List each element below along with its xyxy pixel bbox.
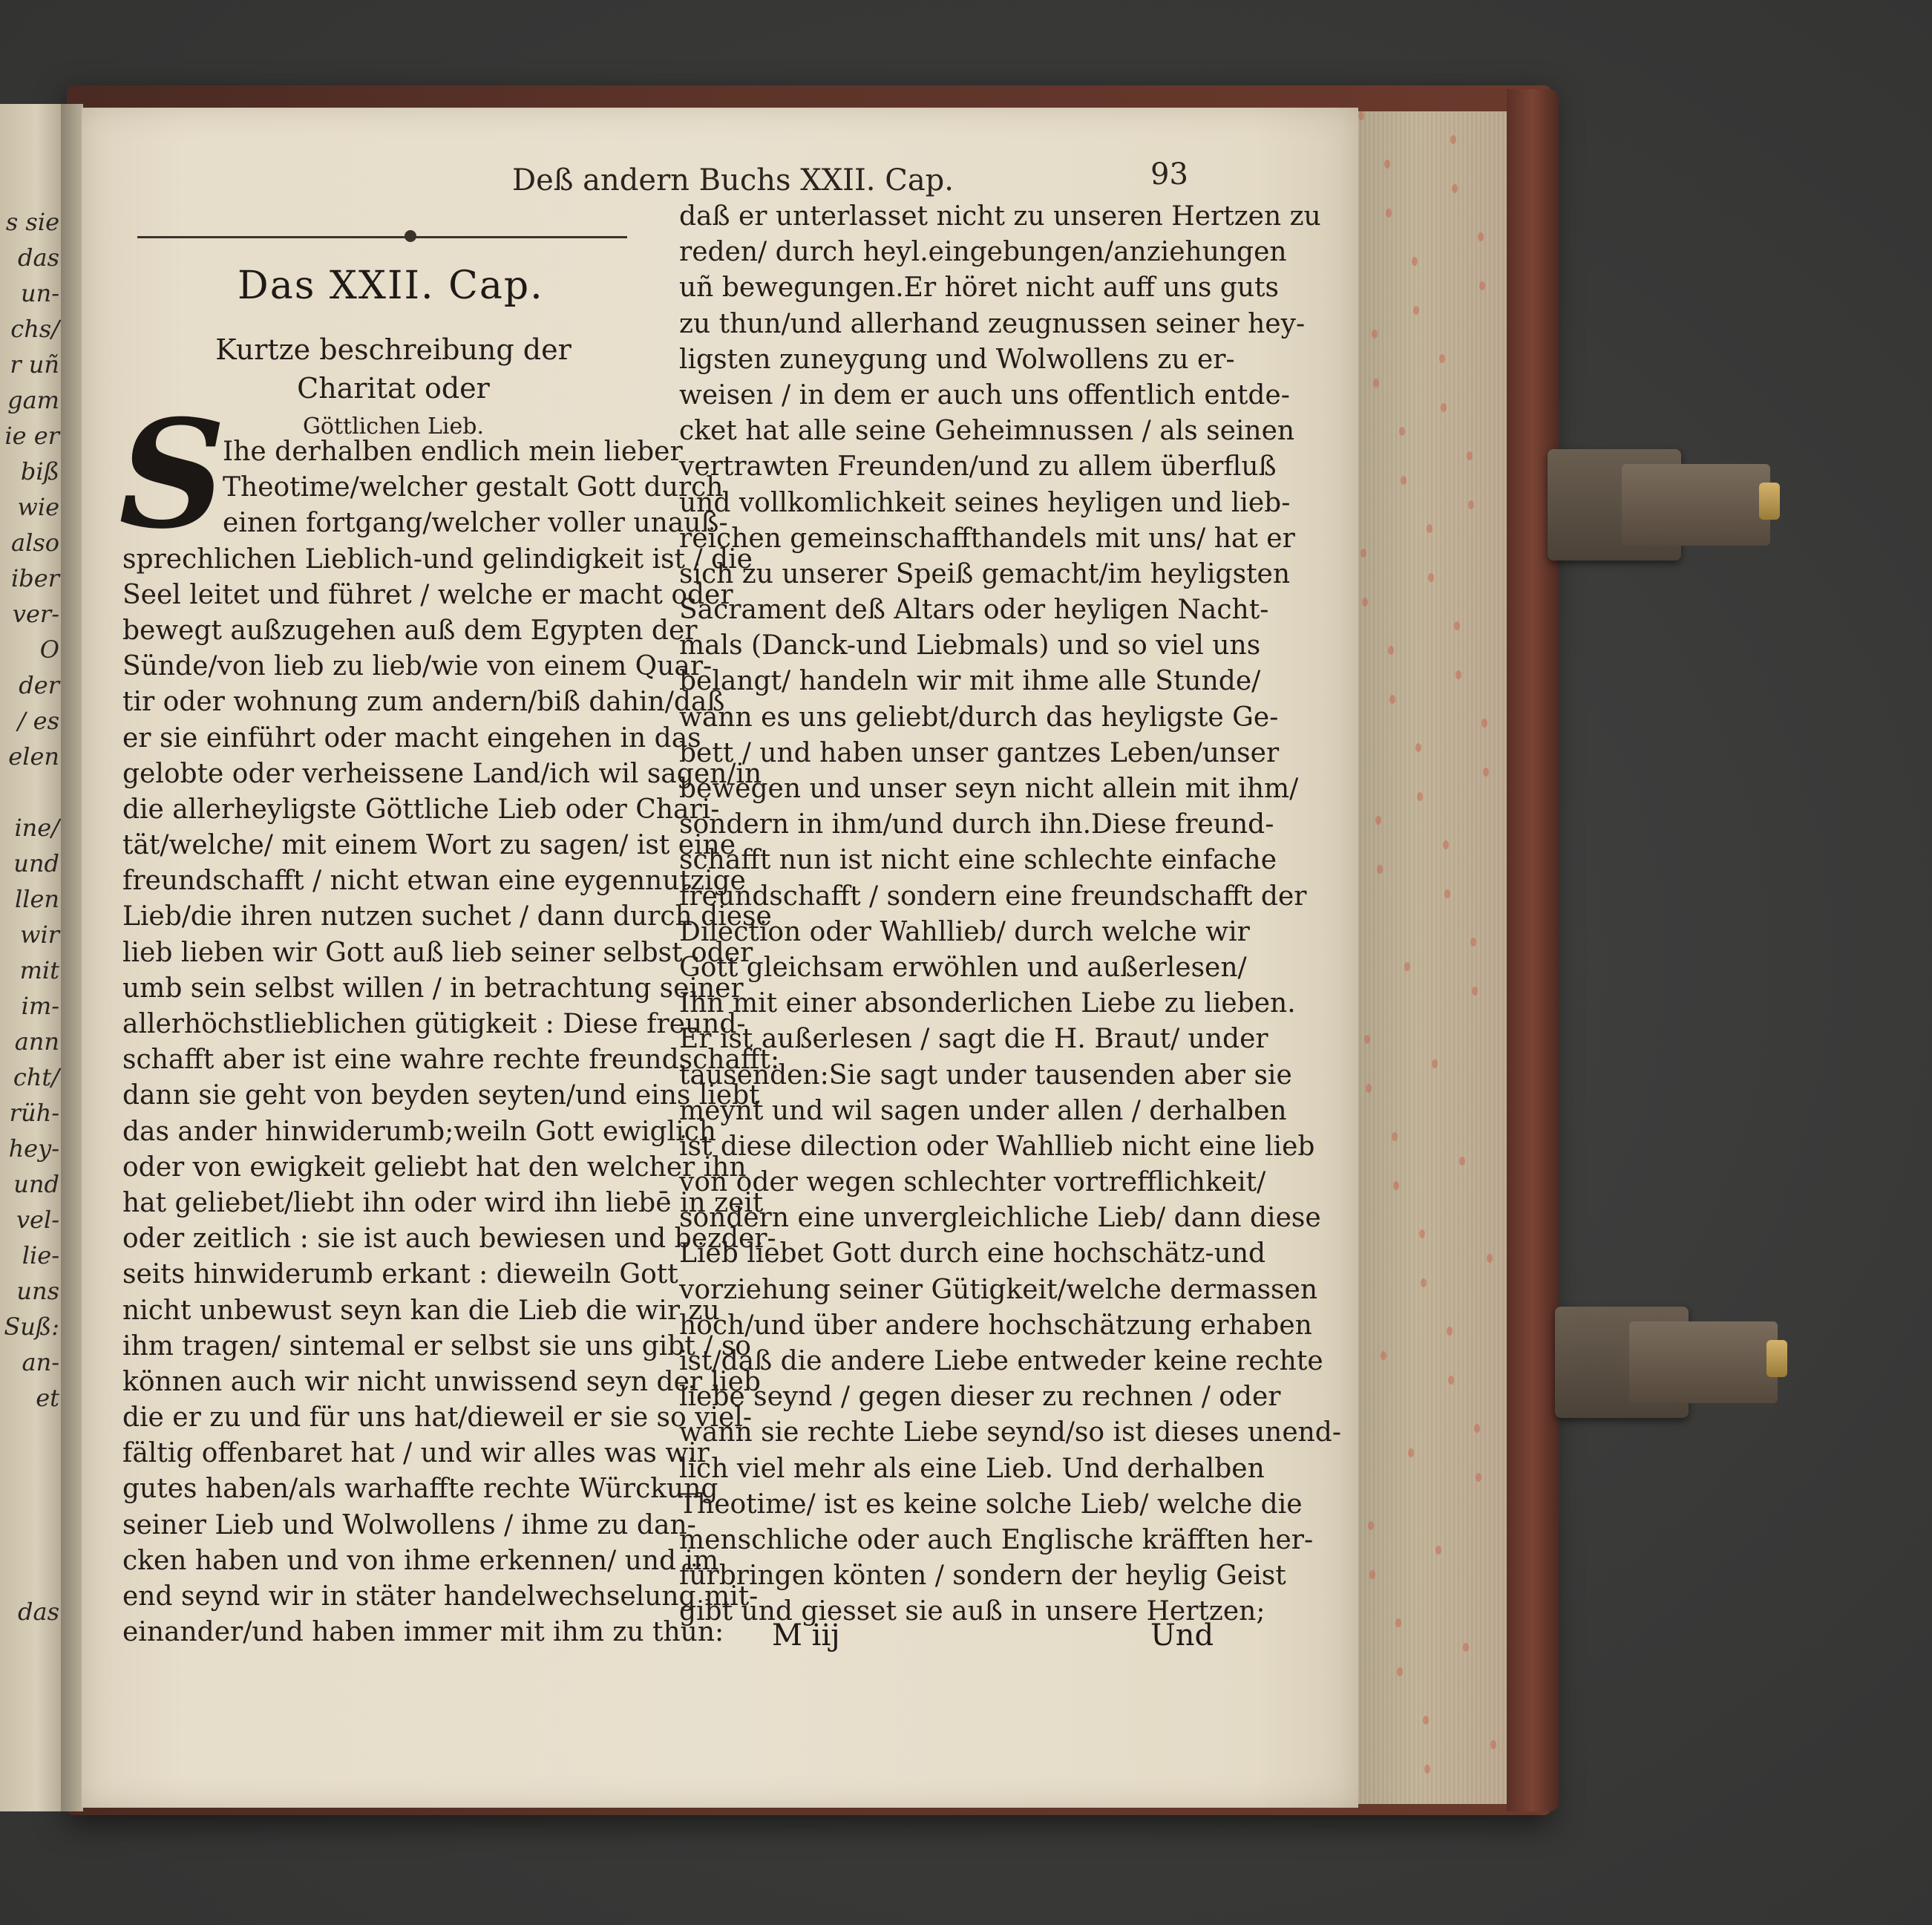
text-line: oder von ewigkeit geliebt hat den welcher ihn <box>122 1151 747 1183</box>
left-page-fragment: rüh- <box>9 1099 59 1127</box>
left-page-fragment: / es <box>17 707 59 735</box>
left-page-fragment: ie er <box>4 422 59 450</box>
text-line: sich zu unserer Speiß gemacht/im heyligsten <box>679 558 1291 589</box>
text-line: Er ist außerlesen / sagt die H. Braut/ under <box>679 1024 1268 1055</box>
edge-speckle <box>1421 1278 1427 1287</box>
edge-speckle <box>1358 111 1364 120</box>
text-line: belangt/ handeln wir mit ihme alle Stunde/ <box>679 666 1261 697</box>
text-line: schafft aber ist eine wahre rechte freundschafft: <box>122 1045 780 1076</box>
text-line: Sünde/von lieb zu lieb/wie von einem Quar- <box>122 651 713 682</box>
edge-speckle <box>1450 135 1456 144</box>
text-line: bewegt außzugehen auß dem Egypten der <box>122 615 698 646</box>
edge-speckle <box>1459 1157 1465 1166</box>
text-line: hat geliebet/liebt ihn oder wird ihn liebē in zeit <box>122 1187 764 1218</box>
edge-speckle <box>1392 1132 1398 1141</box>
edge-speckle <box>1419 1229 1425 1238</box>
text-line: sondern in ihm/und durch ihn.Diese freund- <box>679 809 1274 840</box>
left-page-fragment: also <box>11 529 59 557</box>
text-line: er sie einführt oder macht eingehen in das <box>122 722 701 754</box>
edge-speckle <box>1369 1570 1375 1579</box>
edge-speckle <box>1388 646 1394 655</box>
edge-speckle <box>1444 889 1450 898</box>
left-page-fragment: un- <box>20 279 59 307</box>
edge-speckle <box>1375 816 1381 825</box>
text-line: seiner Lieb und Wolwollens / ihme zu dan- <box>122 1509 696 1540</box>
edge-speckle <box>1455 670 1461 679</box>
text-line: vertrawten Freunden/und zu allem überfluß <box>679 451 1277 483</box>
catchword: Und <box>1150 1618 1214 1653</box>
text-line: ist diese dilection oder Wahllieb nicht eine lieb <box>679 1131 1315 1162</box>
edge-speckle <box>1413 306 1419 315</box>
text-line: lich viel mehr als eine Lieb. Und derhalben <box>679 1453 1265 1484</box>
left-page-fragment: hey- <box>8 1134 59 1163</box>
edge-speckle <box>1377 865 1383 874</box>
edge-speckle <box>1441 403 1447 412</box>
text-line: Theotime/ ist es keine solche Lieb/ welche die <box>679 1488 1303 1520</box>
left-page-fragment: chs/ <box>10 315 59 343</box>
edge-speckle <box>1432 1059 1438 1068</box>
edge-speckle <box>1389 695 1395 704</box>
edge-speckle <box>1439 354 1445 363</box>
left-page-fragment: O <box>39 635 59 664</box>
edge-speckle <box>1479 281 1485 290</box>
book-gutter <box>61 104 83 1811</box>
text-line: zu thun/und allerhand zeugnussen seiner hey- <box>679 308 1306 339</box>
upper-clasp <box>1548 449 1681 560</box>
text-line: sondern eine unvergleichliche Lieb/ dann diese <box>679 1203 1321 1234</box>
text-line: das ander hinwiderumb;weiln Gott ewiglich <box>122 1116 716 1147</box>
edge-speckle <box>1415 743 1421 752</box>
left-page-fragment: und <box>13 849 59 877</box>
text-line: reden/ durch heyl.eingebungen/anziehungen <box>679 237 1287 268</box>
edge-speckle <box>1368 1521 1374 1530</box>
text-line: Lieb/die ihren nutzen suchet / dann durch diese <box>122 901 772 932</box>
left-page-fragment: uns <box>16 1277 59 1305</box>
text-line: allerhöchstlieblichen gütigkeit : Diese freund- <box>122 1009 746 1039</box>
text-line: tät/welche/ mit einem Wort zu sagen/ ist eine <box>122 830 736 861</box>
left-page-fragment: gam <box>7 386 59 414</box>
left-page-fragment: das <box>18 1598 59 1626</box>
left-page-fragment: lie- <box>22 1241 59 1269</box>
chapter-subtitle <box>156 330 631 446</box>
upper-clasp-pin <box>1759 483 1780 520</box>
edge-speckle <box>1384 160 1390 169</box>
edge-speckle <box>1470 938 1476 947</box>
text-line: Ihn mit einer absonderlichen Liebe zu lieben. <box>679 988 1296 1019</box>
signature-mark: M iij <box>772 1618 840 1653</box>
left-page-fragment: vel- <box>16 1206 59 1234</box>
header-rule <box>137 236 627 238</box>
text-line: wann sie rechte Liebe seynd/so ist dieses unend- <box>679 1417 1342 1448</box>
text-line: weisen / in dem er auch uns offentlich entde- <box>679 379 1290 411</box>
text-line: ligsten zuneygung und Wolwollens zu er- <box>679 344 1235 375</box>
text-line: cket hat alle seine Geheimnussen / als seinen <box>679 416 1295 447</box>
rule-ornament <box>405 230 416 242</box>
text-line: Sacrament deß Altars oder heyligen Nacht- <box>679 595 1269 626</box>
edge-speckle <box>1472 987 1478 996</box>
edge-speckle <box>1452 184 1458 193</box>
text-line: wann es uns geliebt/durch das heyligste Ge- <box>679 702 1279 733</box>
text-line: end seynd wir in stäter handelwechselung mit- <box>122 1581 759 1612</box>
text-line: Gott gleichsam erwöhlen und außerlesen/ <box>679 952 1247 983</box>
drop-capital: S <box>119 388 226 562</box>
lower-clasp-pin <box>1766 1340 1787 1377</box>
text-line: ihm tragen/ sintemal er selbst sie uns gibt / so <box>122 1330 751 1362</box>
text-line: oder zeitlich : sie ist auch bewiesen und bezder- <box>122 1223 776 1255</box>
text-line: seits hinwiderumb erkant : dieweiln Gott <box>122 1259 678 1290</box>
left-page-fragment: wie <box>17 493 59 521</box>
lower-clasp-bar <box>1629 1321 1778 1403</box>
upper-clasp-bar <box>1622 464 1770 546</box>
text-line: mals (Danck-und Liebmals) und so viel uns <box>679 630 1261 661</box>
left-page-fragment: ann <box>14 1027 59 1056</box>
text-line: daß er unterlasset nicht zu unseren Hertzen zu <box>679 201 1321 232</box>
cover-edge <box>1507 89 1559 1811</box>
text-line: uñ bewegungen.Er höret nicht auff uns guts <box>679 272 1279 304</box>
edge-speckle <box>1397 1667 1403 1676</box>
left-page-fragment: cht/ <box>13 1063 59 1091</box>
text-line: tausenden:Sie sagt under tausenden aber sie <box>679 1059 1292 1091</box>
text-line: reichen gemeinschaffthandels mit uns/ hat er <box>679 523 1295 554</box>
text-line: von oder wegen schlechter vortrefflichkeit/ <box>679 1167 1266 1198</box>
text-line: einen fortgang/welcher voller unauß- <box>223 508 728 539</box>
text-line: ist/daß die andere Liebe entweder keine rechte <box>679 1346 1323 1376</box>
text-line: und vollkomlichkeit seines heyligen und lieb- <box>679 487 1291 518</box>
left-page-fragment: elen <box>8 742 59 771</box>
text-line: können auch wir nicht unwissend seyn der lieb <box>122 1366 761 1397</box>
left-page-fragment: ver- <box>12 600 59 628</box>
edge-speckle <box>1478 232 1484 241</box>
text-line: Seel leitet und führet / welche er macht oder <box>122 579 733 610</box>
left-page-fragment: s sie <box>5 208 59 236</box>
text-line: Theotime/welcher gestalt Gott durch <box>223 472 724 503</box>
left-page-fragment: wir <box>20 921 59 949</box>
text-line: gibt und giesset sie auß in unsere Hertzen; <box>679 1596 1265 1627</box>
text-line: umb sein selbst willen / in betrachtung seiner <box>122 973 744 1004</box>
edge-speckle <box>1362 598 1368 607</box>
left-page-fragment: biß <box>20 457 59 486</box>
text-line: meynt und wil sagen under allen / derhalben <box>679 1095 1287 1126</box>
edge-speckle <box>1424 1765 1430 1774</box>
left-page-fragment: r uñ <box>10 350 59 379</box>
left-page-fragment: an- <box>22 1348 59 1376</box>
text-line: vorziehung seiner Gütigkeit/welche dermassen <box>679 1274 1318 1305</box>
edge-speckle <box>1399 427 1405 436</box>
edge-speckle <box>1463 1643 1469 1652</box>
edge-speckle <box>1412 257 1418 266</box>
left-page-fragment: mit <box>19 956 59 984</box>
left-page-edge <box>0 104 61 1811</box>
edge-speckle <box>1366 1084 1372 1093</box>
edge-speckle <box>1468 500 1474 509</box>
edge-speckle <box>1386 209 1392 218</box>
edge-speckle <box>1476 1473 1481 1482</box>
edge-speckle <box>1490 1740 1496 1749</box>
edge-speckle <box>1417 792 1423 801</box>
left-page-fragment: das <box>18 244 59 272</box>
text-line: fürbringen könten / sondern der heylig Geist <box>679 1560 1286 1592</box>
edge-speckle <box>1401 476 1407 485</box>
text-line: Dilection oder Wahllieb/ durch welche wir <box>679 916 1250 947</box>
text-line: gutes haben/als warhaffte rechte Würckung <box>122 1474 718 1505</box>
text-line: nicht unbewust seyn kan die Lieb die wir zu <box>122 1295 720 1326</box>
text-line: die allerheyligste Göttliche Lieb oder Chari- <box>122 794 720 825</box>
chapter-subtitle-line2: Göttlichen Lieb. <box>302 414 485 439</box>
text-line: Ihe derhalben endlich mein lieber <box>223 437 683 467</box>
text-line: fältig offenbaret hat / und wir alles was wir <box>122 1438 710 1469</box>
text-line: gelobte oder verheissene Land/ich wil sagen/in <box>122 758 762 789</box>
text-line: tir oder wohnung zum andern/biß dahin/daß <box>122 687 725 718</box>
edge-speckle <box>1408 1448 1414 1457</box>
text-line: cken haben und von ihme erkennen/ und im <box>122 1545 719 1576</box>
left-page-fragment: und <box>13 1170 59 1198</box>
left-page-fragment: Suß: <box>4 1313 59 1341</box>
edge-speckle <box>1474 1424 1480 1433</box>
edge-speckle <box>1481 719 1487 728</box>
text-line: menschliche oder auch Englische kräfften her- <box>679 1524 1314 1555</box>
text-line: bewegen und unser seyn nicht allein mit ihm/ <box>679 774 1299 804</box>
edge-speckle <box>1467 451 1473 460</box>
edge-speckle <box>1448 1376 1454 1385</box>
running-header: Deß andern Buchs XXII. Cap. <box>512 163 954 197</box>
edge-speckle <box>1487 1254 1493 1263</box>
edge-speckle <box>1395 1618 1401 1627</box>
edge-speckle <box>1381 1351 1386 1360</box>
text-line: Lieb liebet Gott durch eine hochschätz-und <box>679 1238 1266 1269</box>
text-line: hoch/und über andere hochschätzung erhaben <box>679 1310 1312 1341</box>
left-page-fragment: llen <box>14 885 59 913</box>
text-line: die er zu und für uns hat/dieweil er sie so viel- <box>122 1402 752 1434</box>
left-text-column <box>122 434 780 1650</box>
edge-speckle <box>1483 768 1489 777</box>
edge-speckle <box>1364 1035 1370 1044</box>
text-line: freundschafft / sondern eine freundschafft der <box>679 880 1307 912</box>
text-line: bett / und haben unser gantzes Leben/unser <box>679 737 1280 768</box>
edge-speckle <box>1447 1327 1453 1336</box>
lower-clasp <box>1555 1307 1689 1418</box>
left-page-fragment: iber <box>11 564 59 592</box>
text-line: schafft nun ist nicht eine schlechte einfache <box>679 845 1277 876</box>
right-text-column <box>679 199 1342 1630</box>
edge-speckle <box>1428 573 1434 582</box>
text-line: dann sie geht von beyden seyten/und eins liebt <box>122 1080 760 1111</box>
text-line: freundschafft / nicht etwan eine eygennutzige <box>122 866 746 897</box>
left-page-fragment: im- <box>21 992 59 1020</box>
edge-speckle <box>1372 330 1378 339</box>
text-line: liebe seynd / gegen dieser zu rechnen / oder <box>679 1382 1281 1413</box>
edge-speckle <box>1404 962 1410 971</box>
page-number: 93 <box>1150 157 1188 192</box>
edge-speckle <box>1454 621 1460 630</box>
edge-speckle <box>1360 549 1366 558</box>
edge-speckle <box>1435 1546 1441 1555</box>
edge-speckle <box>1393 1181 1399 1190</box>
text-line: sprechlichen Lieblich-und gelindigkeit ist / die <box>122 543 753 575</box>
text-line: lieb lieben wir Gott auß lieb seiner selbst oder <box>122 937 753 968</box>
left-page-fragment: der <box>19 671 59 699</box>
edge-speckle <box>1427 524 1432 533</box>
edge-speckle <box>1443 840 1449 849</box>
edge-speckle <box>1423 1716 1429 1725</box>
left-page-fragment: ine/ <box>14 814 59 842</box>
chapter-subtitle-line1: Kurtze beschreibung der Charitat oder <box>215 333 572 405</box>
edge-speckle <box>1373 379 1379 388</box>
page-block-edges <box>1358 111 1507 1804</box>
text-line: einander/und haben immer mit ihm zu thun: <box>122 1617 724 1648</box>
left-page-fragment: et <box>36 1384 59 1412</box>
chapter-title: Das XXII. Cap. <box>238 264 544 308</box>
